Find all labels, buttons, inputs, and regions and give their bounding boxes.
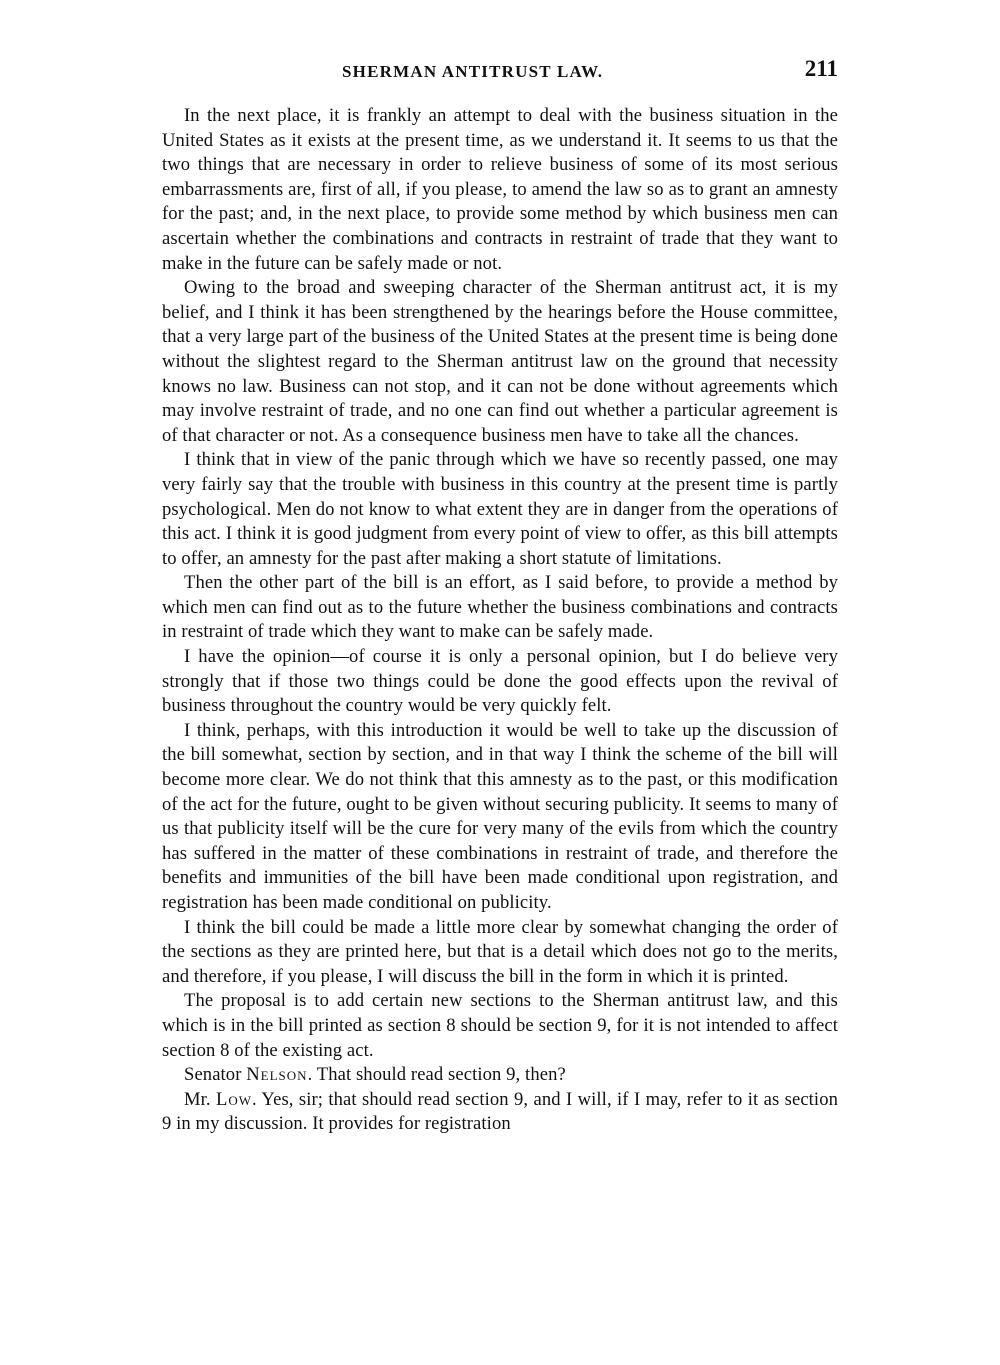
running-title: SHERMAN ANTITRUST LAW. xyxy=(342,62,604,81)
paragraph: I think the bill could be made a little more clear by somewhat changing the order of the sections as they are printed here, but that is a detail which does not go to the merits, and therefore, if you please, I will discuss the bill in the form in which it is printed. xyxy=(162,916,838,987)
document-page xyxy=(162,56,838,1137)
dialogue-paragraph xyxy=(162,1063,838,1088)
paragraph: Owing to the broad and sweeping character of the Sherman antitrust act, it is my belief, and I think it has been strengthened by the hearings before the House committee, that a very large part of the business of the United States at the present time is being done without the slightest regard to the Sherman antitrust law on the ground that necessity knows no law. Business can not stop, and it can not be done without agreements which may involve restraint of trade, and no one can find out whether a particular agreement is of that character or not. As a consequence business men have to take all the chances. xyxy=(162,277,838,446)
paragraph: In the next place, it is frankly an attempt to deal with the business situation in the United States as it exists at the present time, as we understand it. It seems to us that the two things that are necessary in order to relieve business of some of its most serious embarrassments are, first of all, if you please, to amend the law so as to grant an amnesty for the past; and, in the next place, to provide some method by which business men can ascertain whether the combinations and contracts in restraint of trade that they want to make in the future can be safely made or not. xyxy=(162,105,838,274)
paragraph: I think, perhaps, with this introduction it would be well to take up the discussion of the bill somewhat, section by section, and in that way I think the scheme of the bill will become more clear. We do not think that this amnesty as to the past, or this modification of the act for the future, ought to be given without securing publicity. It seems to many of us that publicity itself will be the cure for very many of the evils from which the country has suffered in the matter of these combinations in restraint of trade, and therefore the benefits and immunities of the bill have been made conditional upon registration, and registration has been made conditional on publicity. xyxy=(162,719,838,913)
dialogue-text: . Yes, sir; that should read section 9, and I will, if I may, refer to it as section 9 in my discussion. It provides for registration xyxy=(162,1088,838,1135)
page-number: 211 xyxy=(804,56,838,81)
paragraph: Then the other part of the bill is an effort, as I said before, to provide a method by which men can find out as to the future whether the business combinations and contracts in restraint of trade which they want to make can be safely made. xyxy=(162,572,838,643)
speaker-prefix: Senator xyxy=(184,1064,247,1086)
speaker-name: Nelson xyxy=(246,1064,308,1086)
speaker-prefix: Mr. xyxy=(184,1088,216,1110)
dialogue-paragraph xyxy=(162,1088,838,1137)
running-head xyxy=(162,56,838,96)
paragraph: I think that in view of the panic through which we have so recently passed, one may very fairly say that the trouble with business in this country at the present time is partly psychological. Men do not know to what extent they are in danger from the operations of this act. I think it is good judgment from every point of view to offer, as this bill attempts to offer, an amnesty for the past after making a short statute of limitations. xyxy=(162,449,838,569)
paragraph: The proposal is to add certain new sections to the Sherman antitrust law, and this which is in the bill printed as section 8 should be section 9, for it is not intended to affect section 8 of the existing act. xyxy=(162,990,838,1061)
dialogue-text: . That should read section 9, then? xyxy=(307,1064,566,1086)
paragraph: I have the opinion—of course it is only a personal opinion, but I do believe very strongly that if those two things could be done the good effects upon the revival of business throughout the country would be very quickly felt. xyxy=(162,646,838,717)
speaker-name: Low xyxy=(216,1088,253,1110)
body-text xyxy=(162,104,838,1137)
